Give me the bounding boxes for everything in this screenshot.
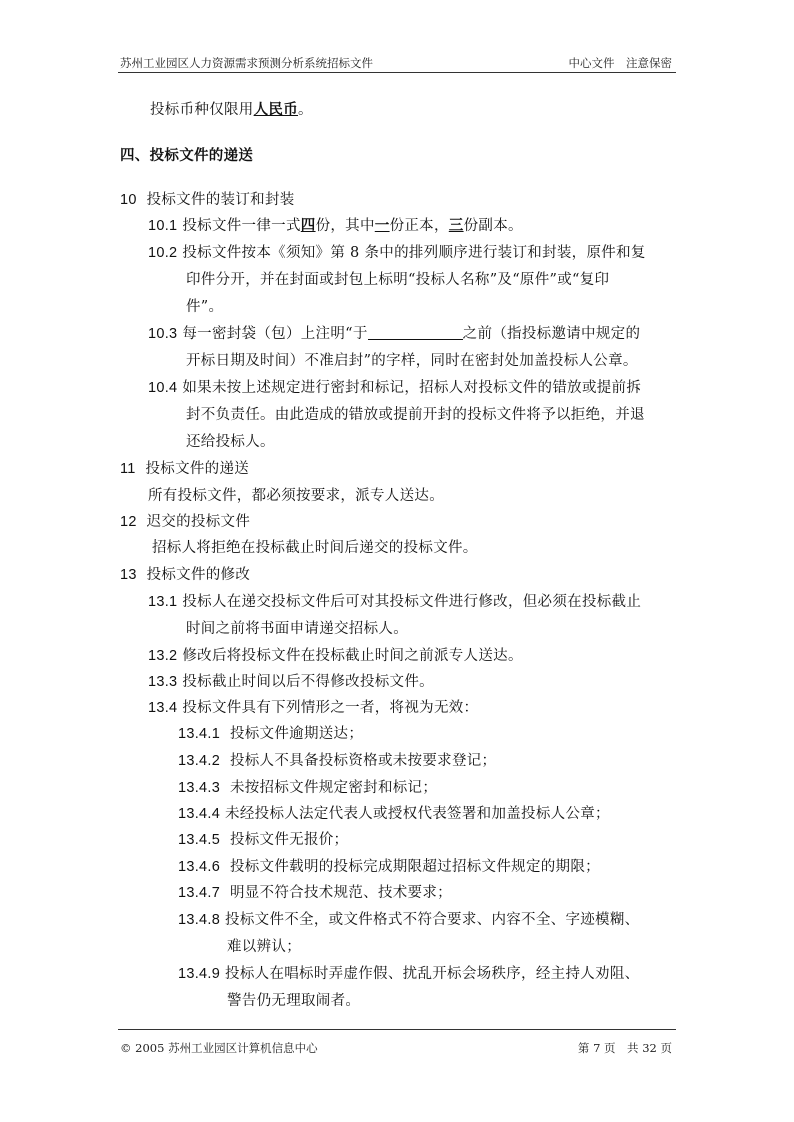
- clause-number: 11: [120, 461, 136, 477]
- item-number: 10.1: [148, 218, 178, 234]
- text: 投标人在唱标时弄虚作假、扰乱开标会场秩序，经主持人劝阻、: [225, 966, 640, 982]
- text: 之前（指投标邀请中规定的: [462, 326, 641, 342]
- section-title: 四、投标文件的递送: [120, 148, 254, 164]
- sub-number: 13.4.2: [178, 753, 221, 769]
- sub-item-13-4-9-line1: [178, 964, 639, 984]
- text: 投标文件一律一式: [182, 218, 301, 234]
- text: 投标文件不全，或文件格式不符合要求、内容不全、字迹模糊、: [225, 912, 640, 928]
- text: 投标人不具备投标资格或未按要求登记；: [229, 753, 497, 769]
- sub-item-13-4-8-line2: 难以辨认；: [227, 939, 301, 955]
- clause-12-heading: [120, 512, 250, 532]
- copies-total: 四: [300, 217, 316, 234]
- clause-title: 迟交的投标文件: [146, 514, 251, 530]
- currency-suffix: 。: [298, 102, 313, 118]
- item-number: 13.2: [148, 648, 178, 664]
- sub-item-13-4-9-line2: 警告仍无理取闹者。: [227, 993, 361, 1009]
- copies-original: 一: [374, 217, 390, 234]
- item-number: 10.4: [148, 380, 178, 396]
- sub-item-13-4-3: [178, 778, 437, 798]
- text: 份副本。: [463, 218, 523, 234]
- clause-title: 投标文件的装订和封装: [146, 192, 295, 208]
- text: 投标文件按本《须知》第 8 条中的排列顺序进行装订和封装，原件和复: [182, 245, 646, 261]
- sub-item-13-4-8-line1: [178, 910, 639, 930]
- text: 投标截止时间以后不得修改投标文件。: [182, 674, 434, 690]
- clause-10-3-line1: [148, 324, 640, 344]
- clause-10-2-line2: 印件分开，并在封面或封包上标明“投标人名称”及“原件”或“复印: [186, 272, 610, 288]
- sub-item-13-4-4: [178, 804, 610, 824]
- clause-title: 投标文件的递送: [145, 461, 250, 477]
- sub-number: 13.4.8: [178, 912, 221, 928]
- text: 修改后将投标文件在投标截止时间之前派专人送达。: [182, 648, 523, 664]
- item-number: 10.3: [148, 326, 178, 342]
- text: 未按招标文件规定密封和标记；: [229, 780, 438, 796]
- item-number: 13.4: [148, 700, 178, 716]
- clause-title: 投标文件的修改: [146, 567, 251, 583]
- header-confidential: 中心文件 注意保密: [568, 56, 672, 70]
- text: 投标文件具有下列情形之一者，将视为无效：: [182, 700, 479, 716]
- sub-number: 13.4.1: [178, 726, 221, 742]
- sub-item-13-4-6: [178, 857, 600, 877]
- text: 投标文件无报价；: [229, 832, 349, 848]
- text: 份，其中: [315, 218, 375, 234]
- clause-11-heading: [120, 459, 249, 479]
- clause-13-3: [148, 672, 434, 692]
- item-number: 10.2: [148, 245, 178, 261]
- text: 如果未按上述规定进行密封和标记，招标人对投标文件的错放或提前拆: [182, 380, 642, 396]
- text: 份正本，: [389, 218, 449, 234]
- header-rule: [118, 72, 676, 73]
- text: 每一密封袋（包）上注明“于: [182, 326, 368, 342]
- header-title: 苏州工业园区人力资源需求预测分析系统招标文件: [120, 56, 373, 70]
- clause-13-1-line1: [148, 592, 641, 612]
- clause-12-body: 招标人将拒绝在投标截止时间后递交的投标文件。: [152, 540, 478, 556]
- page-header: [118, 55, 676, 71]
- sub-item-13-4-2: [178, 751, 496, 771]
- currency-prefix: 投标币种仅限用: [150, 102, 254, 118]
- sub-number: 13.4.4: [178, 806, 221, 822]
- item-number: 13.3: [148, 674, 178, 690]
- currency-line: [150, 100, 313, 120]
- sub-number: 13.4.6: [178, 859, 221, 875]
- item-number: 13.1: [148, 594, 178, 610]
- clause-number: 12: [120, 514, 137, 530]
- text: 明显不符合技术规范、技术要求；: [229, 885, 452, 901]
- clause-10-4-line1: [148, 378, 641, 398]
- date-blank: [368, 325, 463, 340]
- clause-10-4-line3: 还给投标人。: [186, 434, 275, 450]
- currency-value: 人民币: [253, 101, 299, 118]
- page-number: 第 7 页 共 32 页: [577, 1041, 672, 1055]
- sub-number: 13.4.9: [178, 966, 221, 982]
- clause-13-1-line2: 时间之前将书面申请递交招标人。: [186, 621, 408, 637]
- clause-10-3-line2: 开标日期及时间）不准启封”的字样，同时在密封处加盖投标人公章。: [186, 353, 638, 369]
- clause-13-heading: [120, 565, 250, 585]
- sub-number: 13.4.5: [178, 832, 221, 848]
- text: 投标文件载明的投标完成期限超过招标文件规定的期限；: [229, 859, 600, 875]
- clause-10-heading: [120, 190, 295, 210]
- text: 投标人在递交投标文件后可对其投标文件进行修改，但必须在投标截止: [182, 594, 642, 610]
- sub-item-13-4-1: [178, 724, 363, 744]
- clause-13-2: [148, 646, 523, 666]
- clause-10-1: [148, 216, 523, 236]
- sub-number: 13.4.3: [178, 780, 221, 796]
- text: 未经投标人法定代表人或授权代表签署和加盖投标人公章；: [225, 806, 610, 822]
- clause-number: 13: [120, 567, 137, 583]
- clause-10-2-line1: [148, 243, 646, 263]
- page-footer: [118, 1040, 676, 1056]
- footer-rule: [118, 1029, 676, 1030]
- footer-copyright: © 2005 苏州工业园区计算机信息中心: [120, 1041, 318, 1055]
- sub-number: 13.4.7: [178, 885, 221, 901]
- clause-10-2-line3: 件”。: [186, 299, 224, 315]
- clause-number: 10: [120, 192, 137, 208]
- clause-11-body: 所有投标文件，都必须按要求，派专人送达。: [148, 488, 444, 504]
- copies-duplicate: 三: [448, 217, 464, 234]
- sub-item-13-4-5: [178, 830, 348, 850]
- text: 投标文件逾期送达；: [229, 726, 364, 742]
- clause-13-4: [148, 698, 478, 718]
- sub-item-13-4-7: [178, 883, 452, 903]
- clause-10-4-line2: 封不负责任。由此造成的错放或提前开封的投标文件将予以拒绝，并退: [186, 407, 645, 423]
